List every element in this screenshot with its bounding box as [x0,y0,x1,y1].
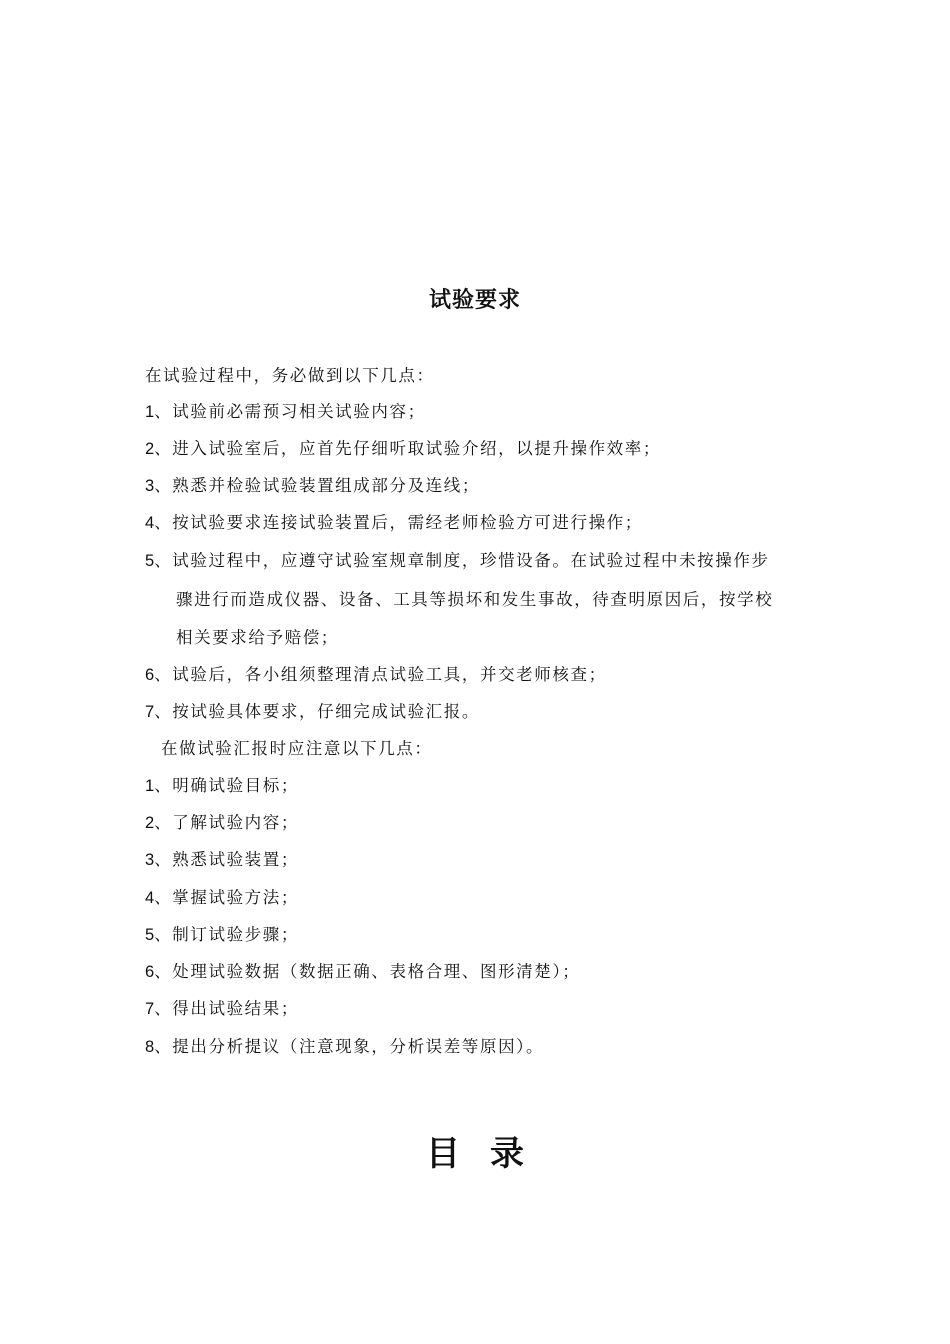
item-text: 、试验过程中，应遵守试验室规章制度，珍惜设备。在试验过程中未按操作步 [154,551,770,570]
item-text: 、按试验具体要求，仔细完成试验汇报。 [154,702,480,721]
item-number: 6 [145,963,155,981]
item-text: 、熟悉并检验试验装置组成部分及连线； [154,476,480,495]
report-point [145,962,580,982]
requirement-item [145,551,770,571]
item-text: 、试验后，各小组须整理清点试验工具，并交老师核查； [154,665,607,684]
item-number: 1 [145,777,155,795]
requirement-item-continuation: 骤进行而造成仪器、设备、工具等损坏和发生事故，待查明原因后，按学校 [176,590,774,609]
report-point [145,999,299,1019]
item-number: 5 [145,552,155,570]
report-point [145,888,299,908]
report-point [145,925,299,945]
intro-text: 在试验过程中，务必做到以下几点： [145,366,435,385]
requirement-item [145,439,661,459]
section-title: 试验要求 [428,288,521,313]
requirement-item [145,476,480,496]
item-number: 4 [145,514,155,532]
item-text: 、得出试验结果； [154,999,299,1018]
item-text: 、提出分析提议（注意现象，分析误差等原因）。 [154,1037,545,1056]
item-number: 7 [145,703,155,721]
item-text: 、试验前必需预习相关试验内容； [154,402,426,421]
item-text: 、了解试验内容； [154,813,299,832]
requirement-item [145,665,607,685]
requirement-item [145,702,480,722]
item-number: 8 [145,1038,155,1056]
item-text: 、处理试验数据（数据正确、表格合理、图形清楚）； [154,962,581,981]
item-text: 、熟悉试验装置； [154,850,299,869]
toc-title: 目录 [426,1134,554,1174]
item-number: 5 [145,926,155,944]
item-number: 3 [145,851,155,869]
report-intro-text: 在做试验汇报时应注意以下几点： [161,739,433,758]
item-text: 、进入试验室后，应首先仔细听取试验介绍，以提升操作效率； [154,439,661,458]
item-text: 、掌握试验方法； [154,888,299,907]
requirement-item [145,513,643,533]
report-point [145,850,299,870]
item-number: 3 [145,477,155,495]
item-text: 、制订试验步骤； [154,925,299,944]
item-number: 1 [145,403,155,421]
item-number: 2 [145,814,155,832]
item-number: 2 [145,440,155,458]
item-number: 7 [145,1000,155,1018]
item-text: 、按试验要求连接试验装置后，需经老师检验方可进行操作； [154,513,643,532]
requirement-item [145,402,426,422]
report-point [145,776,299,796]
item-number: 4 [145,889,155,907]
report-point [145,1037,544,1057]
requirement-item-continuation: 相关要求给予赔偿； [176,628,339,647]
report-point [145,813,299,833]
item-number: 6 [145,666,155,684]
item-text: 、明确试验目标； [154,776,299,795]
